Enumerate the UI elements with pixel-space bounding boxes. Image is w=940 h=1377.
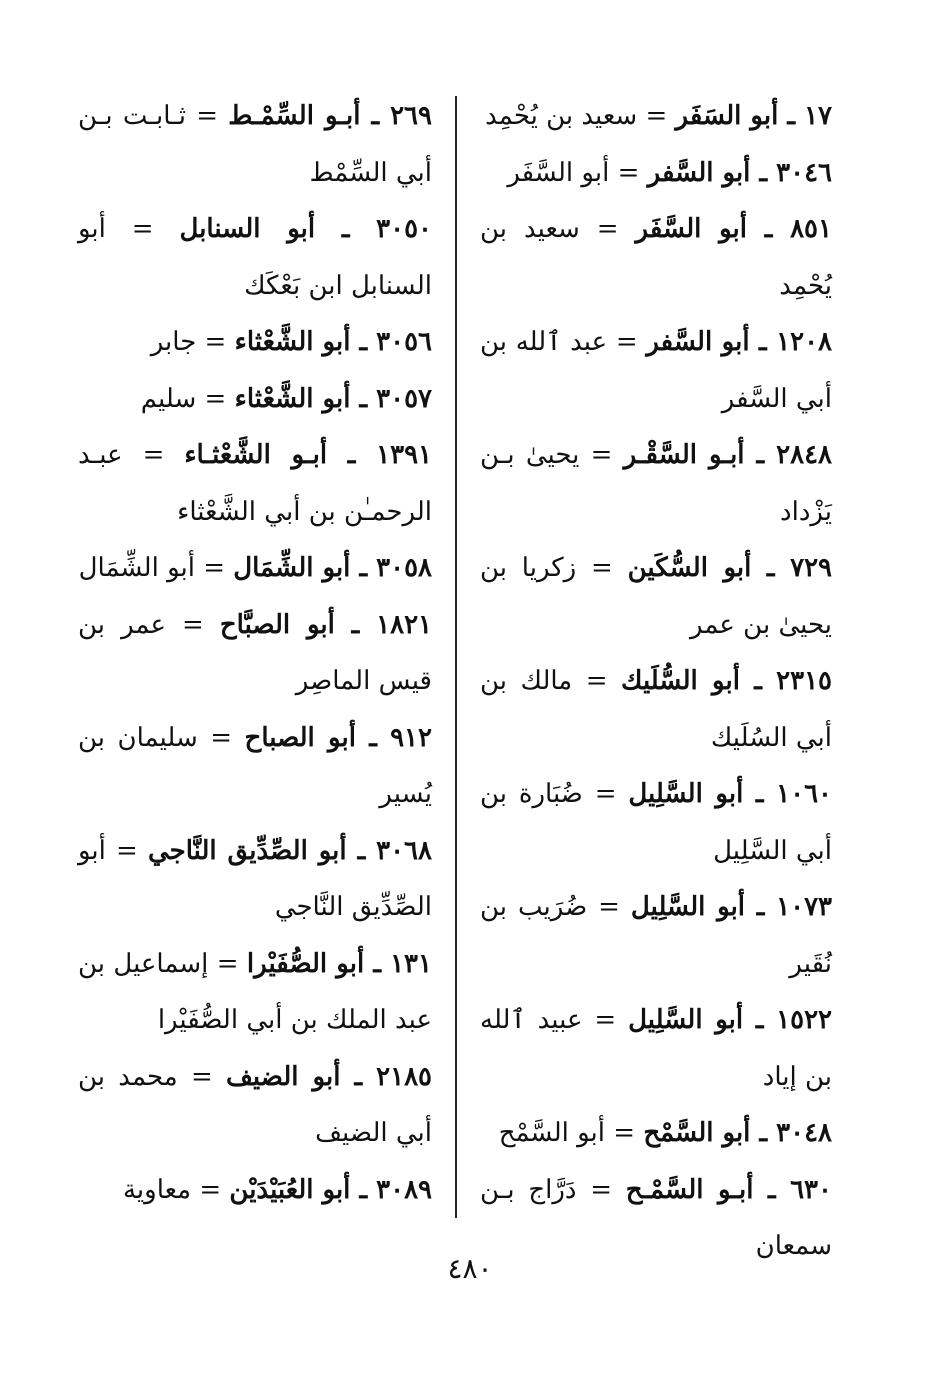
entry-kunya: ١٨٢١ ـ أبو الصبَّاح xyxy=(219,609,432,640)
index-entry xyxy=(480,992,832,1105)
entry-name: = إسماعيل بن عبد الملك بن أبي الصُّفَيْرا xyxy=(78,948,432,1035)
entry-name: = أبو الشِّمَال xyxy=(78,553,234,583)
entry-name: = عمر بن قيس الماصِر xyxy=(78,609,432,696)
entry-kunya: ٣٠٥٨ ـ أبو الشِّمَال xyxy=(233,553,432,583)
index-entry xyxy=(480,879,832,992)
entry-kunya: ١٢٠٨ ـ أبو السَّفر xyxy=(646,327,832,357)
entry-name: = مالك بن أبي السُلَيك xyxy=(480,666,832,753)
entry-name: = دَرَّاج بـن سمعان xyxy=(480,1174,832,1261)
index-entry xyxy=(78,540,432,597)
entry-kunya: ١٥٢٢ ـ أبو السَّلِيل xyxy=(628,1005,832,1035)
entry-kunya: ١٠٦٠ ـ أبو السَّلِيل xyxy=(628,779,832,809)
index-entry xyxy=(78,201,432,314)
index-entry xyxy=(480,201,832,314)
entry-kunya: ٣٠٤٦ ـ أبو السَّفر xyxy=(647,157,832,188)
entry-name: = سعيد بن يُحْمِد xyxy=(480,214,832,301)
index-entry xyxy=(480,540,832,653)
index-entry xyxy=(480,427,832,540)
entry-kunya: ٣٠٥٧ ـ أبو الشَّعْثاء xyxy=(234,383,432,414)
entry-name: = عبـد الرحمـٰن بن أبي الشَّعْثاء xyxy=(78,440,432,527)
entry-name: = ثـابـت بـن أبي السِّمْط xyxy=(78,101,432,188)
entry-name: = جابر xyxy=(150,327,235,357)
entry-name: = يحيىٰ بـن يَزْداد xyxy=(480,440,832,527)
entry-name: = ضُبَارة بن أبي السَّلِيل xyxy=(480,779,832,866)
entry-kunya: ٢٦٩ ـ أبـو السِّمْـط xyxy=(228,101,432,131)
index-entry xyxy=(78,936,432,1049)
entry-kunya: ١٧ ـ أبو السَفَر xyxy=(675,101,832,131)
entry-name: = ضُرَيب بن نُقَير xyxy=(480,892,832,979)
entry-name: = محمد بن أبي الضيف xyxy=(78,1061,432,1148)
entry-name: = أبو السَّمْح xyxy=(498,1118,644,1148)
entry-name: = معاوية xyxy=(122,1174,230,1205)
entry-kunya: ٢٨٤٨ ـ أبـو السَّقْـر xyxy=(623,440,832,470)
left-column xyxy=(78,88,432,1218)
index-entry xyxy=(480,766,832,879)
index-entry xyxy=(78,1049,432,1162)
right-column xyxy=(480,88,832,1275)
index-entry xyxy=(78,1162,432,1219)
index-entry xyxy=(78,314,432,371)
entry-name: = زكريا بن يحيىٰ بن عمر xyxy=(480,553,832,640)
index-entry xyxy=(78,823,432,936)
index-entry xyxy=(78,88,432,201)
page-number: ٤٨٠ xyxy=(447,1252,493,1285)
entry-kunya: ٨٥١ ـ أبو السَّفَر xyxy=(635,214,832,244)
column-divider xyxy=(455,96,457,1218)
entry-name: = سليمان بن يُسير xyxy=(78,722,432,809)
entry-kunya: ٣٠٤٨ ـ أبو السَّمْح xyxy=(643,1118,832,1148)
index-entry xyxy=(480,314,832,427)
entry-kunya: ٣٠٨٩ ـ أبو العُبَيْدَيْن xyxy=(229,1174,432,1205)
entry-kunya: ٩١٢ ـ أبو الصباح xyxy=(244,722,432,753)
index-entry xyxy=(480,145,832,202)
entry-kunya: ١٣١ ـ أبو الصُّفَيْرا xyxy=(246,948,432,979)
entry-kunya: ١٠٧٣ ـ أبو السَّلِيل xyxy=(630,892,833,922)
index-entry xyxy=(480,88,832,145)
entry-kunya: ٣٠٥٦ ـ أبو الشَّعْثاء xyxy=(234,327,432,357)
index-entry xyxy=(78,371,432,428)
entry-kunya: ١٣٩١ ـ أبـو الشَّعْثـاء xyxy=(184,440,432,470)
entry-kunya: ٣٠٥٠ ـ أبو السنابل xyxy=(179,214,432,244)
index-entry xyxy=(480,653,832,766)
index-entry xyxy=(78,427,432,540)
entry-kunya: ٧٢٩ ـ أبو السُّكَين xyxy=(627,553,833,583)
index-entry xyxy=(78,597,432,710)
entry-kunya: ٣٠٦٨ ـ أبو الصِّدِّيق النَّاجي xyxy=(147,835,432,866)
entry-name: = عبد ٱلله بن أبي السَّفر xyxy=(480,327,832,414)
entry-kunya: ٢٣١٥ ـ أبو السُّلَيك xyxy=(621,666,832,696)
entry-name: = عبيد ٱلله بن إياد xyxy=(480,1005,832,1092)
index-entry xyxy=(78,710,432,823)
entry-name: = أبو السَّفَر xyxy=(507,157,648,188)
entry-name: = أبو السنابل ابن بَعْكَك xyxy=(78,214,432,301)
entry-name: = سعيد بن يُحْمِد xyxy=(485,101,676,131)
entry-name: = أبو الصِّدِّيق النَّاجي xyxy=(78,835,432,922)
entry-kunya: ٦٣٠ ـ أبـو السَّمْـح xyxy=(625,1174,832,1205)
entry-name: = سليم xyxy=(140,383,235,414)
entry-kunya: ٢١٨٥ ـ أبو الضيف xyxy=(226,1061,432,1092)
index-entry xyxy=(480,1105,832,1162)
